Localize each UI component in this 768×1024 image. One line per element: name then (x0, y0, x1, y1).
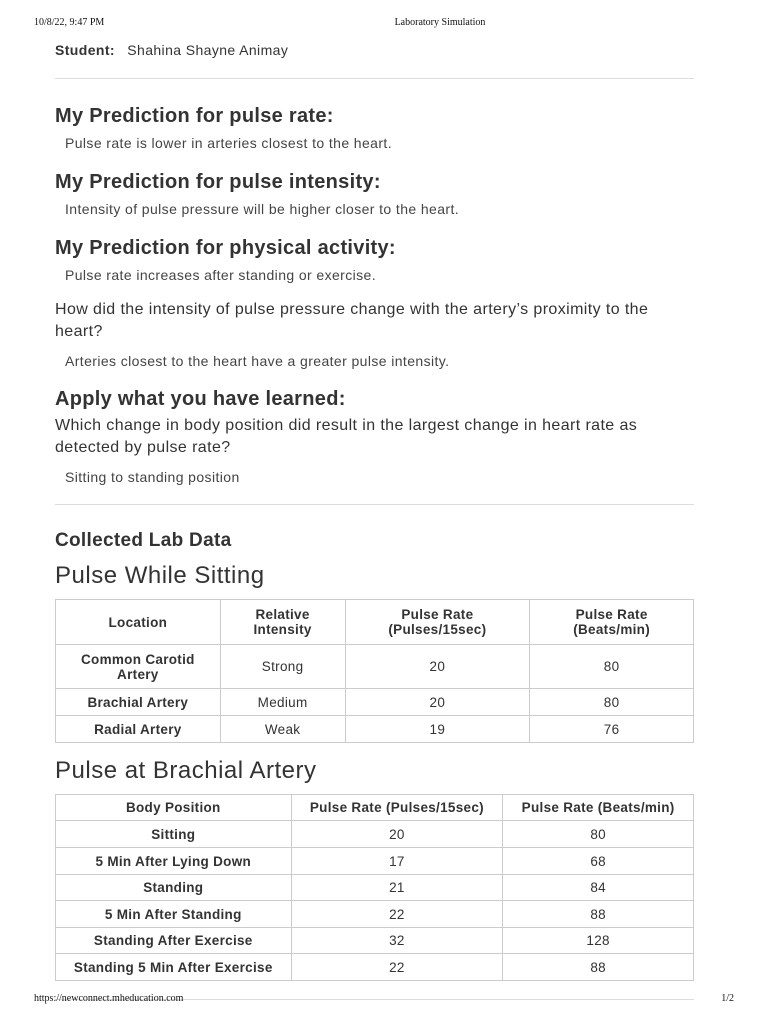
position-cell: Sitting (56, 821, 292, 848)
table-row (56, 716, 694, 743)
bpm-cell: 84 (503, 875, 694, 901)
column-header: Pulse Rate (Pulses/15sec) (345, 600, 530, 645)
table-sitting-title: Pulse While Sitting (55, 562, 265, 589)
table-row (56, 689, 694, 716)
report-content (55, 40, 694, 1000)
collected-data-heading: Collected Lab Data (55, 530, 232, 551)
prediction-heading-rate: My Prediction for pulse rate: (55, 105, 334, 127)
prediction-answer-rate: Pulse rate is lower in arteries closest to the heart. (65, 135, 393, 151)
page-url: https://newconnect.mheducation.com (34, 993, 184, 1004)
pulses-cell: 32 (291, 928, 503, 954)
pulses-cell: 22 (291, 954, 503, 981)
pulses-cell: 19 (345, 716, 530, 743)
table-row (56, 954, 694, 981)
table-row (56, 645, 694, 689)
bpm-cell: 128 (503, 928, 694, 954)
position-cell: Standing After Exercise (56, 928, 292, 954)
intensity-cell: Medium (220, 689, 345, 716)
bpm-cell: 80 (503, 821, 694, 848)
position-cell: Standing 5 Min After Exercise (56, 954, 292, 981)
bpm-cell: 88 (503, 954, 694, 981)
column-header: Pulse Rate (Pulses/15sec) (291, 795, 503, 821)
student-label: Student: (55, 42, 115, 58)
prediction-heading-activity: My Prediction for physical activity: (55, 237, 396, 259)
table-header-row (56, 600, 694, 645)
student-name: Shahina Shayne Animay (127, 42, 289, 58)
table-header-row (56, 795, 694, 821)
intensity-cell: Weak (220, 716, 345, 743)
print-title: Laboratory Simulation (394, 17, 486, 28)
bpm-cell: 80 (530, 689, 694, 716)
table-row (56, 848, 694, 875)
table-row (56, 821, 694, 848)
prediction-heading-intensity: My Prediction for pulse intensity: (55, 171, 381, 193)
bpm-cell: 76 (530, 716, 694, 743)
page-number: 1/2 (721, 993, 734, 1004)
question-intensity: How did the intensity of pulse pressure change with the artery’s proximity to the heart? (55, 301, 649, 340)
pulses-cell: 20 (291, 821, 503, 848)
location-cell: Radial Artery (56, 716, 221, 743)
column-header: Pulse Rate (Beats/min) (530, 600, 694, 645)
bpm-cell: 80 (530, 645, 694, 689)
pulses-cell: 17 (291, 848, 503, 875)
position-cell: 5 Min After Standing (56, 901, 292, 928)
pulse-brachial-table (55, 794, 694, 981)
column-header: Relative Intensity (220, 600, 345, 645)
apply-heading: Apply what you have learned: (55, 388, 346, 410)
column-header: Location (56, 600, 221, 645)
location-cell: Common Carotid Artery (56, 645, 221, 689)
pulses-cell: 22 (291, 901, 503, 928)
prediction-answer-activity: Pulse rate increases after standing or exercise. (65, 267, 377, 283)
table-row (56, 875, 694, 901)
table-row (56, 928, 694, 954)
bpm-cell: 68 (503, 848, 694, 875)
column-header: Pulse Rate (Beats/min) (503, 795, 694, 821)
apply-answer: Sitting to standing position (65, 469, 240, 485)
position-cell: 5 Min After Lying Down (56, 848, 292, 875)
table-brachial-title: Pulse at Brachial Artery (55, 757, 317, 784)
pulses-cell: 21 (291, 875, 503, 901)
table-row (56, 901, 694, 928)
apply-question: Which change in body position did result in the largest change in heart rate as detected by pulse rate? (55, 417, 638, 456)
column-header: Body Position (56, 795, 292, 821)
position-cell: Standing (56, 875, 292, 901)
pulses-cell: 20 (345, 645, 530, 689)
bpm-cell: 88 (503, 901, 694, 928)
pulse-sitting-table (55, 599, 694, 743)
student-row (55, 40, 694, 64)
print-datetime: 10/8/22, 9:47 PM (34, 17, 105, 28)
location-cell: Brachial Artery (56, 689, 221, 716)
pulses-cell: 20 (345, 689, 530, 716)
answer-intensity: Arteries closest to the heart have a greater pulse intensity. (65, 353, 450, 369)
prediction-answer-intensity: Intensity of pulse pressure will be higher closer to the heart. (65, 201, 460, 217)
intensity-cell: Strong (220, 645, 345, 689)
